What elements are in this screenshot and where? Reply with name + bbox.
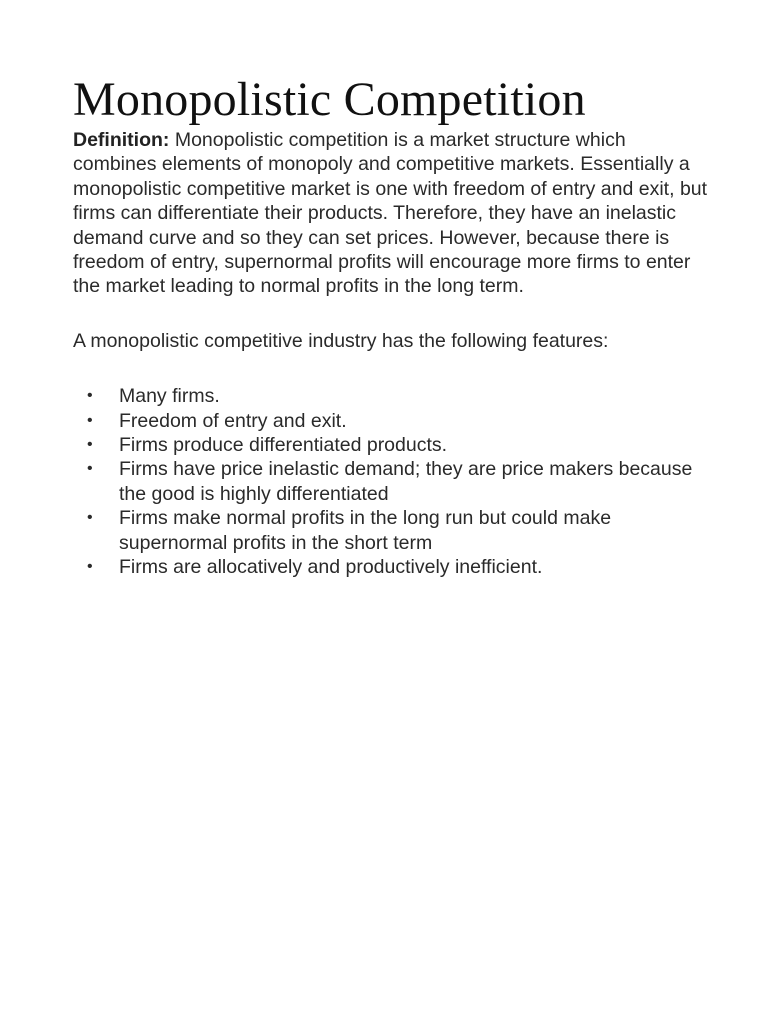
feature-text: Freedom of entry and exit.: [119, 409, 347, 432]
bullet-icon: •: [87, 387, 93, 405]
feature-text: Firms make normal profits in the long run but could make supernormal profits in the short term: [119, 507, 612, 554]
bullet-icon: •: [87, 436, 93, 454]
list-item: [73, 555, 709, 579]
bullet-icon: •: [87, 558, 93, 576]
definition-paragraph: [73, 128, 713, 299]
feature-text: Firms have price inelastic demand; they are price makers because the good is highly differentiated: [119, 458, 693, 505]
feature-text: Firms are allocatively and productively inefficient.: [119, 556, 543, 579]
document-title: Monopolistic Competition: [73, 73, 586, 126]
list-item: [73, 409, 709, 433]
list-item: [73, 457, 709, 506]
feature-text: Firms produce differentiated products.: [119, 434, 448, 457]
list-item: [73, 384, 709, 408]
bullet-icon: •: [87, 509, 93, 527]
feature-text: Many firms.: [119, 385, 220, 408]
feature-list: [73, 384, 704, 579]
definition-label: Definition:: [73, 129, 170, 151]
list-item: [73, 506, 709, 555]
bullet-icon: •: [87, 411, 93, 429]
definition-text: Monopolistic competition is a market structure which combines elements of monopoly and competitive markets. Essentially a monopolistic competitive market is one with freedom of entry and exit, but firms can differentiate their products. Therefore, they have an inelastic demand curve and so they can set prices. However, because there is freedom of entry, supernormal profits will encourage more firms to enter the market leading to normal profits in the long term.: [73, 129, 708, 298]
features-intro: A monopolistic competitive industry has the following features:: [73, 329, 609, 352]
list-item: [73, 433, 709, 457]
bullet-icon: •: [87, 460, 93, 478]
